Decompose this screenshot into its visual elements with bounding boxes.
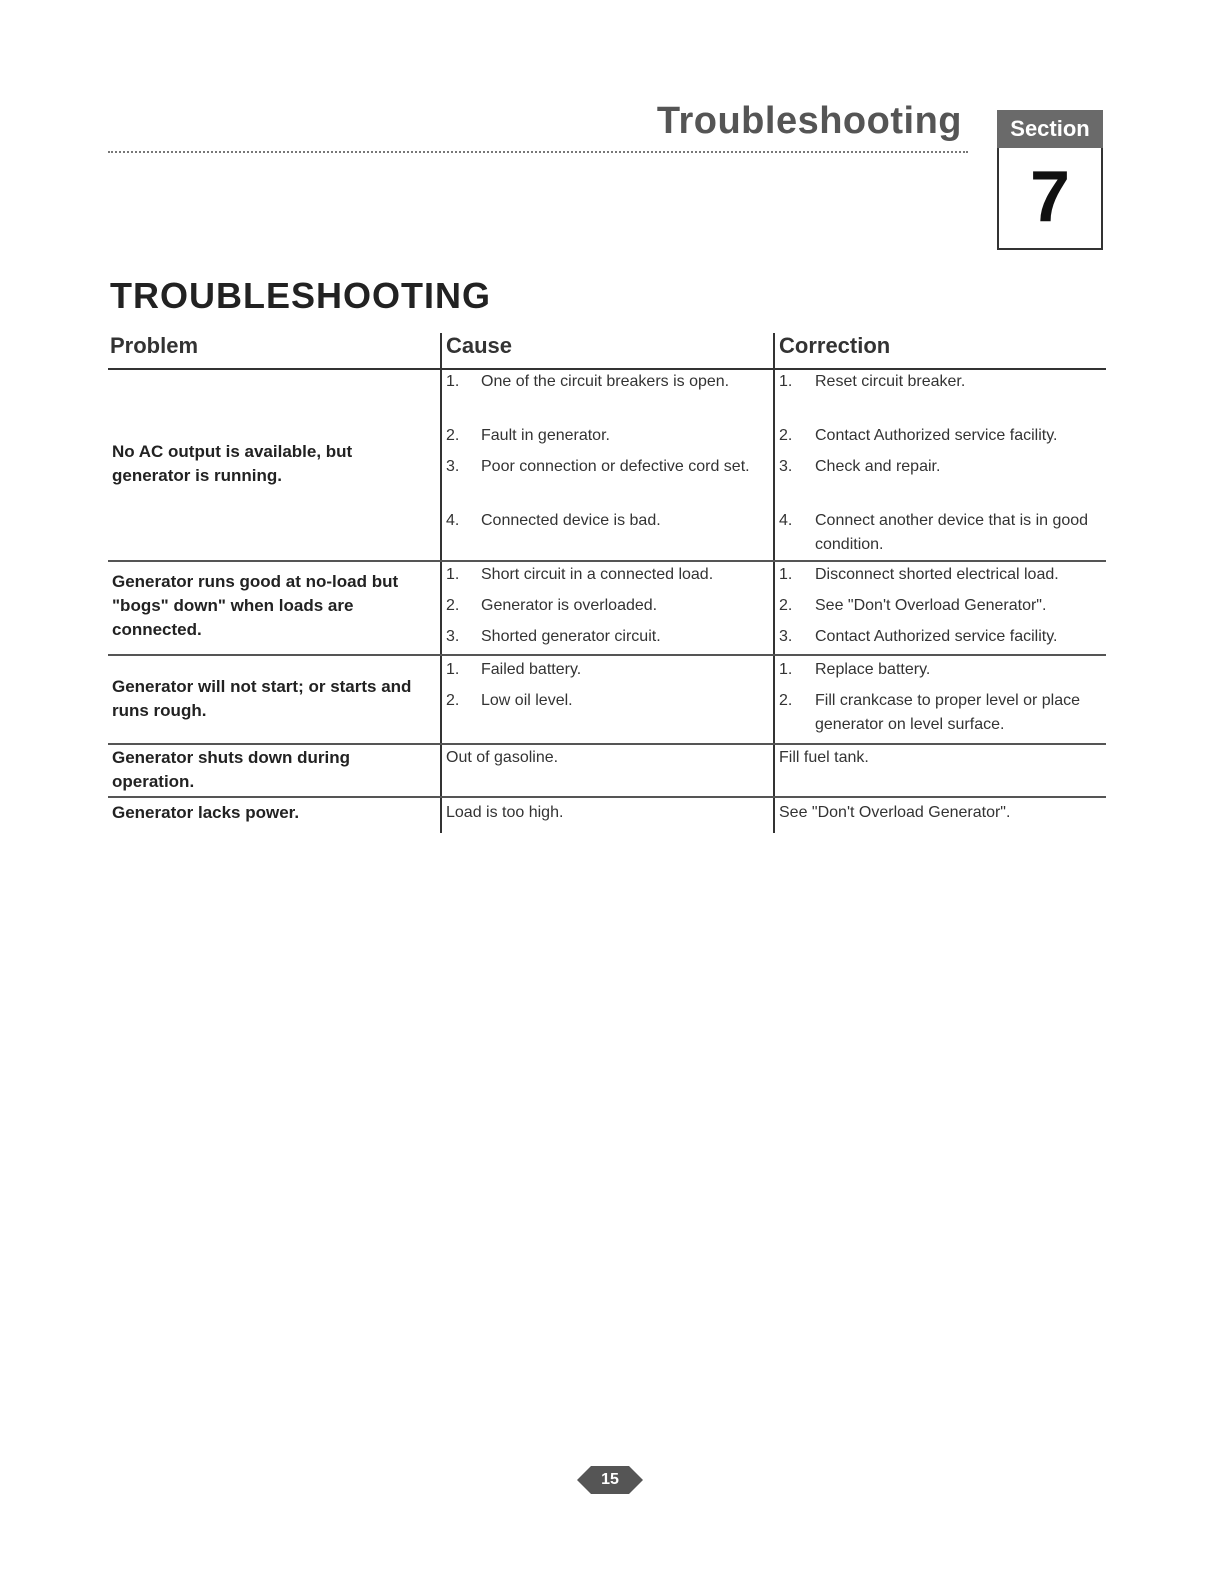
problem-text: Generator shuts down during operation.: [112, 748, 351, 791]
correction-text: Fill fuel tank.: [779, 749, 869, 766]
item-number: 3.: [446, 458, 460, 475]
item-number: 1.: [779, 566, 793, 583]
row-divider: [108, 560, 1106, 562]
row-divider: [108, 654, 1106, 656]
item-text: Failed battery.: [481, 661, 582, 678]
item-number: 1.: [446, 566, 460, 583]
item-text: Connected device is bad.: [481, 512, 661, 529]
item-number: 1.: [779, 373, 793, 390]
item-text: Fill crankcase to proper level or place generator on level surface.: [815, 692, 1081, 733]
item-text: Contact Authorized service facility.: [815, 427, 1058, 444]
item-number: 2.: [779, 597, 793, 614]
header-title: Troubleshooting: [656, 100, 962, 142]
page-title: TROUBLESHOOTING: [110, 275, 491, 316]
page-number: 15: [601, 1471, 619, 1488]
row-divider: [108, 796, 1106, 798]
column-header-correction: Correction: [779, 333, 891, 358]
problem-text: Generator will not start; or starts and runs rough.: [112, 677, 412, 720]
section-number: 7: [1029, 157, 1071, 237]
item-text: Generator is overloaded.: [481, 597, 658, 614]
item-number: 2.: [446, 427, 460, 444]
item-number: 2.: [446, 597, 460, 614]
problem-text: Generator lacks power.: [112, 803, 300, 822]
item-text: Fault in generator.: [481, 427, 610, 444]
cause-text: Out of gasoline.: [446, 749, 559, 766]
row-divider: [108, 743, 1106, 745]
item-number: 3.: [779, 458, 793, 475]
problem-text: Generator runs good at no-load but "bogs" down" when loads are connected.: [112, 572, 399, 639]
section-label: Section: [997, 110, 1103, 148]
item-text: See "Don't Overload Generator".: [815, 597, 1047, 614]
item-text: Low oil level.: [481, 692, 573, 709]
column-divider-correction: [773, 333, 775, 833]
item-number: 1.: [446, 661, 460, 678]
item-number: 1.: [779, 661, 793, 678]
item-number: 2.: [779, 692, 793, 709]
item-text: Poor connection or defective cord set.: [481, 458, 750, 475]
item-text: One of the circuit breakers is open.: [481, 373, 730, 390]
item-text: Reset circuit breaker.: [815, 373, 966, 390]
item-number: 3.: [446, 628, 460, 645]
column-header-problem: Problem: [110, 333, 199, 358]
item-text: Replace battery.: [815, 661, 931, 678]
column-divider-cause: [440, 333, 442, 833]
header-rule: [108, 151, 968, 153]
item-text: Contact Authorized service facility.: [815, 628, 1058, 645]
correction-text: See "Don't Overload Generator".: [779, 804, 1011, 821]
item-text: Disconnect shorted electrical load.: [815, 566, 1059, 583]
item-number: 2.: [779, 427, 793, 444]
section-badge: [997, 110, 1103, 250]
page-number-badge: [577, 1462, 643, 1498]
column-header-cause: Cause: [446, 333, 513, 358]
item-text: Short circuit in a connected load.: [481, 566, 714, 583]
item-text: Check and repair.: [815, 458, 941, 475]
item-text: Shorted generator circuit.: [481, 628, 661, 645]
item-number: 4.: [779, 512, 793, 529]
problem-text: No AC output is available, but generator is running.: [112, 442, 353, 485]
item-number: 4.: [446, 512, 460, 529]
item-number: 2.: [446, 692, 460, 709]
item-text: Connect another device that is in good condition.: [815, 512, 1089, 553]
item-number: 3.: [779, 628, 793, 645]
item-number: 1.: [446, 373, 460, 390]
cause-text: Load is too high.: [446, 804, 564, 821]
